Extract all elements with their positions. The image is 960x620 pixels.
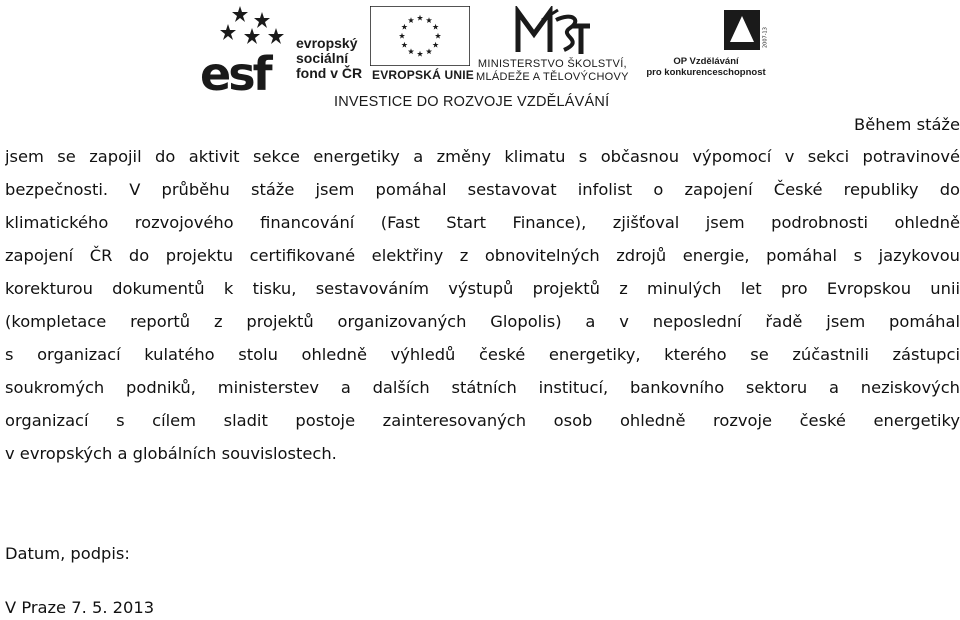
logo-header [0,0,960,112]
paragraph-line: soukromých podniků, ministerstev a dalších státních institucí, bankovního sektoru a neziskových [5,378,960,397]
paragraph-line: klimatického rozvojového financování (Fast Start Finance), zjišťoval jsem podrobnosti ohledně [5,213,960,232]
paragraph-line: zapojení ČR do projektu certifikované elektřiny z obnovitelných zdrojů energie, pomáhal s jazykovou [5,246,960,265]
eu-flag-icon [370,6,470,66]
paragraph-line: s organizací kulatého stolu ohledně výhledů české energetiky, kterého se zúčastnili zástupci [5,345,960,364]
msmt-caption [476,58,629,84]
slogan: INVESTICE DO ROZVOJE VZDĚLÁVÁNÍ [334,94,610,110]
paragraph-line: jsem se zapojil do aktivit sekce energetiky a změny klimatu s občasnou výpomocí v sekci potravinové [5,147,960,166]
signature-label: Datum, podpis: [5,544,130,563]
esf-caption-line: fond v ČR [296,65,363,81]
op-logo-icon [720,6,768,54]
paragraph-line: organizací s cílem sladit postoje zainteresovaných osob ohledně rozvoje české energetiky [5,411,960,430]
esf-mark-text: esf [200,47,270,92]
paragraph-line: v evropských a globálních souvislostech. [5,444,337,463]
paragraph-line: Během stáže [854,115,960,134]
paragraph-line: bezpečnosti. V průběhu stáže jsem pomáhal sestavovat infolist o zapojení České republiky do [5,180,960,199]
paragraph-line: (kompletace reportů z projektů organizovaných Glopolis) a v neposlední řadě jsem pomáhal [5,312,960,331]
op-year-label: 2007-13 [762,27,768,48]
msmt-caption-line: MINISTERSTVO ŠKOLSTVÍ, [477,58,627,70]
op-caption-line: pro konkurenceschopnost [646,67,766,78]
place-date: V Praze 7. 5. 2013 [5,598,155,617]
esf-caption-line: sociální [296,50,349,66]
msmt-logo-icon [512,6,592,56]
esf-caption-line: evropský [296,35,358,51]
op-caption [646,56,766,78]
paragraph-line: korekturou dokumentů k tisku, sestavováním výstupů projektů z minulých let pro Evropskou unii [5,279,960,298]
esf-mark-icon [200,4,288,92]
op-caption-line: OP Vzdělávání [673,56,739,67]
esf-caption [296,36,362,81]
msmt-caption-line: MLÁDEŽE A TĚLOVÝCHOVY [476,71,629,83]
eu-label: EVROPSKÁ UNIE [372,68,474,82]
